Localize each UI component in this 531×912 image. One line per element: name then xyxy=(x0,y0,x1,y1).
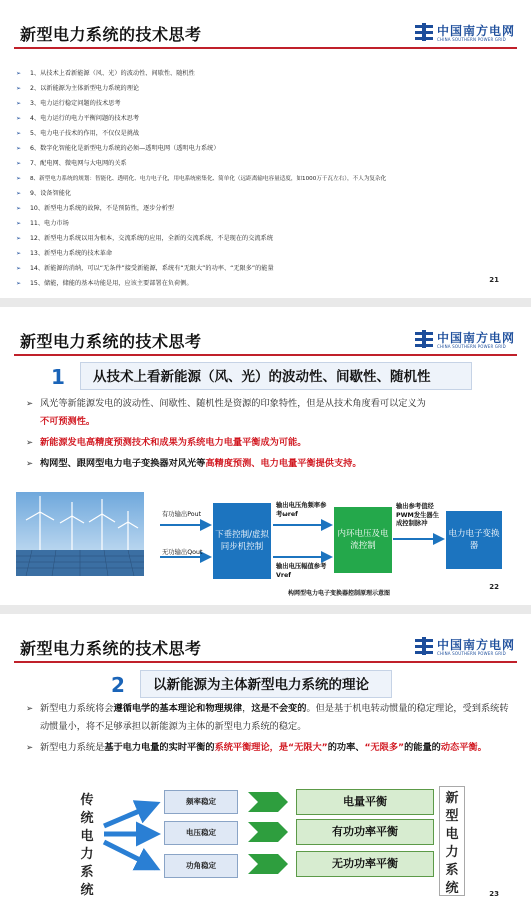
section-number: 2 xyxy=(111,673,125,697)
arrow-bullet-icon: ➢ xyxy=(16,220,22,227)
angle-stability-box: 功角稳定 xyxy=(164,854,238,878)
csg-logo-icon xyxy=(415,23,433,41)
diagram-label: 输出电压角频率参考ωref xyxy=(276,502,327,518)
diagram-label: 输出电压幅值参考Vref xyxy=(276,563,327,579)
power-converter-block: 电力电子变换器 xyxy=(446,511,502,569)
bullet-item: ➢ 新能源发电高精度预测技术和成果为系统电力电量平衡成为可能。 xyxy=(26,434,516,452)
header-divider xyxy=(14,47,517,49)
voltage-stability-box: 电压稳定 xyxy=(164,821,238,845)
arrow-bullet-icon: ➢ xyxy=(16,85,22,92)
list-item: ➢ 4、电力运行的电力平衡问题的技术思考 xyxy=(16,111,521,126)
slide-title: 新型电力系统的技术思考 xyxy=(20,639,202,658)
arrow-bullet-icon: ➢ xyxy=(16,130,22,137)
slide-title: 新型电力系统的技术思考 xyxy=(20,332,202,351)
frequency-stability-box: 频率稳定 xyxy=(164,790,238,814)
page-number: 23 xyxy=(489,890,499,898)
diagram-label: 有功输出Pout xyxy=(162,511,202,518)
page-number: 22 xyxy=(489,583,499,591)
list-item: ➢ 1、从技术上看新能源（风、光）的波动性、间歇性、随机性 xyxy=(16,66,521,81)
active-power-balance-box: 有功功率平衡 xyxy=(296,819,434,845)
arrow-bullet-icon: ➢ xyxy=(16,190,22,197)
list-item: ➢ 10、新型电力系统的故障，不是预防性，逐步分析型 xyxy=(16,201,521,216)
arrow-bullet-icon: ➢ xyxy=(16,145,22,152)
slide-23 xyxy=(0,614,531,912)
list-item: ➢ 11、电力市场 xyxy=(16,216,521,231)
arrow-bullet-icon: ➢ xyxy=(16,265,22,272)
diagram-label: 输出参考值经PWM发生器生成控制脉冲 xyxy=(396,503,440,527)
arrow-bullet-icon: ➢ xyxy=(16,250,22,257)
section-title: 以新能源为主体新型电力系统的理论 xyxy=(153,677,369,693)
bullet-item: ➢ 风光等新能源发电的波动性、间歇性、随机性是资源的印象特性，但是从技术角度看可以定义为 不可预测性。 xyxy=(26,395,516,431)
list-item: ➢ 7、配电网、微电网与大电网的关系 xyxy=(16,156,521,171)
traditional-system-label: 传 统 电 力 系 统 xyxy=(80,793,94,898)
list-item: ➢ 2、以新能源为主体新型电力系统的理论 xyxy=(16,81,521,96)
section-number: 1 xyxy=(51,365,65,389)
arrow-bullet-icon: ➢ xyxy=(16,205,22,212)
topic-list xyxy=(16,66,521,291)
list-item: ➢ 5、电力电子技术的作用，不仅仅是挑战 xyxy=(16,126,521,141)
reactive-power-balance-box: 无功功率平衡 xyxy=(296,851,434,877)
list-item: ➢ 12、新型电力系统以用为根本，交流系统的应用，全新的交流系统，不是现在的交流系统 xyxy=(16,231,521,246)
section-title: 从技术上看新能源（风、光）的波动性、间歇性、随机性 xyxy=(93,369,431,385)
list-item: ➢ 15、储能，储能的基本功能是用，应该主要部署在负荷侧。 xyxy=(16,276,521,291)
slide-21 xyxy=(0,0,531,298)
diagram-label: 无功输出Qout xyxy=(162,549,203,556)
arrow-bullet-icon: ➢ xyxy=(16,280,22,287)
arrow-bullet-icon: ➢ xyxy=(16,115,22,122)
new-system-label: 新 型 电 力 系 统 xyxy=(445,791,459,896)
list-item: ➢ 6、数字化智能化是新型电力系统的必须—透明电网（透明电力系统） xyxy=(16,141,521,156)
slide-title: 新型电力系统的技术思考 xyxy=(20,25,202,44)
bullet-item: ➢ 新型电力系统将会遵循电学的基本理论和物理规律，这是不会变的。但是基于机电转动惯量的稳定理论，受到系统转动惯量小，将不足够承担以新能源为主体的新型电力系统的稳定。 xyxy=(26,700,516,736)
arrow-bullet-icon: ➢ xyxy=(16,160,22,167)
csg-logo: 中国南方电网 CHINA SOUTHERN POWER GRID xyxy=(415,22,515,44)
csg-logo: 中国南方电网 CHINA SOUTHERN POWER GRID xyxy=(415,329,515,351)
list-item: ➢ 3、电力运行稳定问题的技术思考 xyxy=(16,96,521,111)
arrow-bullet-icon: ➢ xyxy=(16,70,22,77)
slide-22 xyxy=(0,307,531,605)
arrow-bullet-icon: ➢ xyxy=(16,100,22,107)
bullet-item: ➢ 新型电力系统是基于电力电量的实时平衡的系统平衡理论，是“无限大”的功率、“无限多”的能量的动态平衡。 xyxy=(26,739,516,757)
energy-balance-box: 电量平衡 xyxy=(296,789,434,815)
list-item: ➢ 9、设备智能化 xyxy=(16,186,521,201)
diagram-caption: 构网型电力电子变换器控制原理示意图 xyxy=(288,590,391,597)
arrow-bullet-icon: ➢ xyxy=(16,175,22,182)
list-item: ➢ 8、新型电力系统的规划：智能化、透明化、电力电子化，用电系统密集化、简单化（远距离输电容量适度，如1000万千瓦左右），不人为复杂化 xyxy=(16,171,521,186)
list-item: ➢ 14、新能源的消纳，可以“无条件”接受新能源，系统有“无限大”的功率、“无限多”的能量 xyxy=(16,261,521,276)
droop-control-block: 下垂控制/虚拟同步机控制 xyxy=(213,503,271,579)
arrow-bullet-icon: ➢ xyxy=(16,235,22,242)
csg-logo: 中国南方电网 CHINA SOUTHERN POWER GRID xyxy=(415,636,515,658)
inner-loop-control-block: 内环电压及电流控制 xyxy=(334,507,392,573)
page-number: 21 xyxy=(489,276,499,284)
list-item: ➢ 13、新型电力系统的技术革命 xyxy=(16,246,521,261)
bullet-item: ➢ 构网型、跟网型电力电子变换器对风光等高精度预测、电力电量平衡提供支持。 xyxy=(26,455,516,473)
